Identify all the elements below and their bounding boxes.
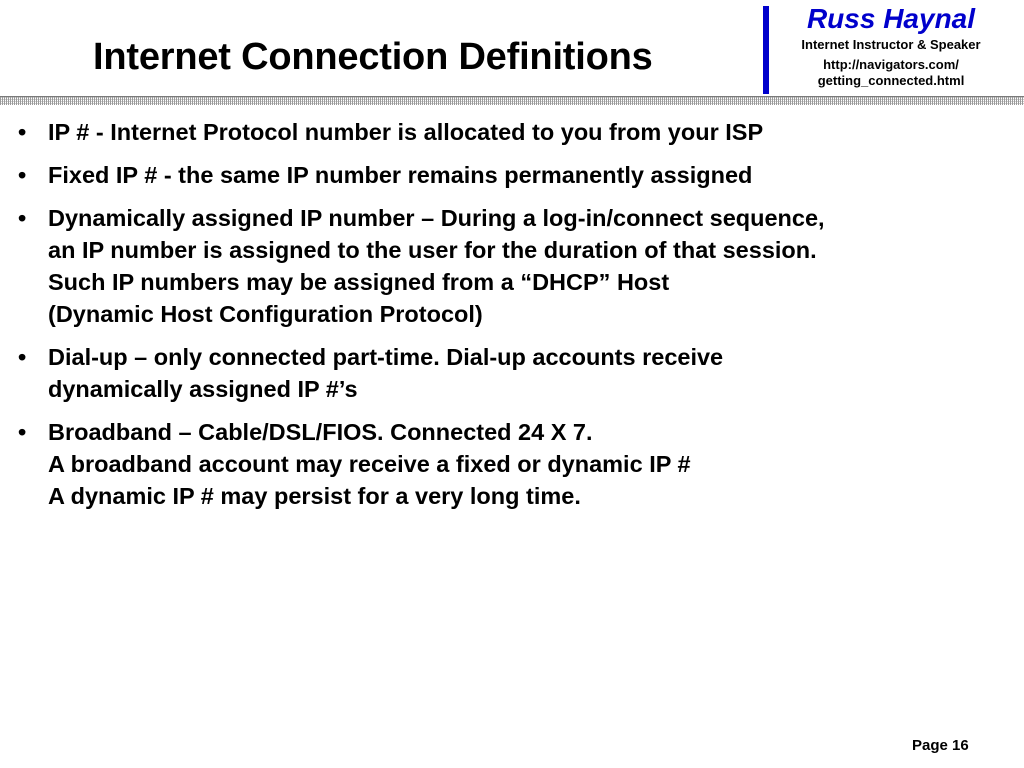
bullet-line: A broadband account may receive a fixed or dynamic IP # [48,451,691,477]
bullet-item-ip-number [18,116,1008,148]
author-name: Russ Haynal [806,3,976,34]
bullet-dot-icon: • [18,205,27,231]
author-role: Internet Instructor & Speaker [801,36,981,52]
bullet-line: Broadband – Cable/DSL/FIOS. Connected 24 X 7. [48,419,593,445]
bullet-line: A dynamic IP # may persist for a very long time. [48,483,581,509]
bullet-line: IP # - Internet Protocol number is allocated to you from your ISP [48,119,764,145]
bullet-line: Fixed IP # - the same IP number remains permanently assigned [48,162,753,188]
bullet-dot-icon: • [18,344,27,370]
bullet-line: (Dynamic Host Configuration Protocol) [48,301,483,327]
bullet-item-broadband [18,416,1008,512]
bullet-dot-icon: • [18,419,27,445]
bullet-dot-icon: • [18,119,27,145]
bullet-line: dynamically assigned IP #’s [48,376,358,402]
author-url-line-1: http://navigators.com/ [823,56,959,72]
bullet-item-fixed-ip [18,159,1008,191]
author-block [775,4,1007,89]
bullet-line: Dial-up – only connected part-time. Dial-up accounts receive [48,344,724,370]
author-url-line-2: getting_connected.html [817,73,965,89]
bullet-item-dynamic-ip [18,202,1008,330]
author-url [775,57,1007,90]
slide-title: Internet Connection Definitions [93,36,653,78]
bullet-line: Such IP numbers may be assigned from a “DHCP” Host [48,269,670,295]
bullet-dot-icon: • [18,162,27,188]
bullet-list [18,116,1008,523]
bullet-line: an IP number is assigned to the user for the duration of that session. [48,237,817,263]
bullet-line: Dynamically assigned IP number – During a log-in/connect sequence, [48,205,825,231]
header-rule [0,96,1024,105]
header-vertical-divider [763,6,769,94]
page-number: Page 16 [912,737,969,754]
bullet-item-dial-up [18,341,1008,405]
